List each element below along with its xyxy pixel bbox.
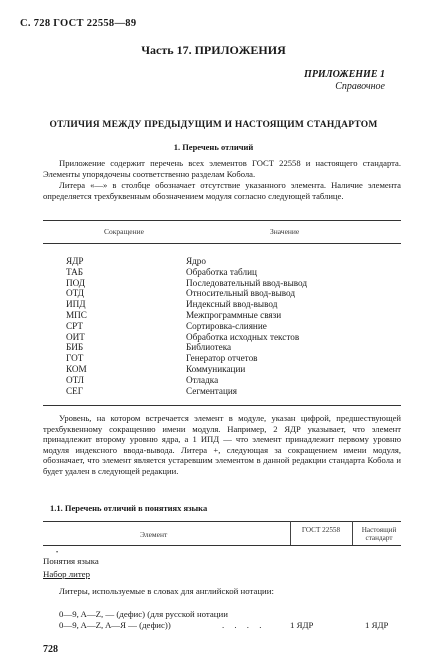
abbr-cell: ОТД [66,288,84,299]
chars-line-1: 0—9, A—Z, — (дефис) (для русской нотации [59,609,228,619]
annex-number: ПРИЛОЖЕНИЕ 1 [304,69,385,80]
part-title: Часть 17. ПРИЛОЖЕНИЯ [141,43,286,57]
annex-type: Справочное [335,81,385,92]
chars-line-2: 0—9, A—Z, A—Я — (дефис)) [59,620,171,630]
abbr-cell: СРТ [66,320,83,331]
gost-header: ГОСТ 22558 [301,526,341,534]
charset-heading: Набор литер [43,569,90,579]
meaning-cell: Генератор отчетов [186,353,258,364]
abbr-cell: КОМ [66,363,87,374]
diff-table-divider-2 [352,521,353,545]
meaning-cell: Индексный ввод-вывод [186,299,278,310]
abbr-table-top-rule [43,220,401,221]
meaning-cell: Библиотека [186,342,232,353]
abbr-cell: ИПД [66,299,86,310]
abbr-cell: ПОД [66,277,86,288]
meaning-cell: Обработка исходных текстов [186,331,300,342]
current-header: Настоящий стандарт [361,526,397,542]
meaning-cell: Последовательный ввод-вывод [186,277,308,288]
meaning-cell: Коммуникации [186,363,246,374]
intro-paragraph-1: Приложение содержит перечень всех элементов ГОСТ 22558 и настоящего стандарта. Элементы упорядочены соответственно разделам Кобола. [43,158,401,179]
annex-label [304,69,385,93]
abbr-cell: БИБ [66,342,84,353]
diff-table-header-rule [43,545,401,546]
abbr-cell: ТАБ [66,266,84,277]
abbr-cell: ЯДР [66,256,84,266]
meaning-cell: Ядро [186,256,206,266]
bullet-mark: • [56,550,59,556]
section-1-title: 1. Перечень отличий [173,142,254,152]
abbr-cell: ОИТ [66,331,85,342]
abbr-table-header-rule [43,243,401,244]
meaning-cell: Сегментация [186,385,238,396]
leader-dots: . . . . [222,620,266,630]
abbr-table-bottom-rule [43,405,401,406]
explanation-paragraph: Уровень, на котором встречается элемент в модуле, указан цифрой, предшествующей трехбуквенному сокращению имени модуля. Например, 2 ЯДР указывает, что элемент принадлежит второму уровню ядра, а 1 ИПД — что элемент принадлежит первому уровню модуля индексного ввода-вывода. Литера +, следующая за сокращением имени модуля, обозначает, что элемент является устаревшим элементом в данной редакции стандарта Кобола и будет удален в следующей редакции. [43,413,401,476]
concept-heading: Понятия языка [43,556,99,566]
abbr-cell: ОТЛ [66,374,85,385]
chars-description: Литеры, используемые в словах для английской нотации: [59,586,274,596]
diff-table-divider-1 [290,521,291,545]
intro-paragraph-2: Литера «—» в столбце обозначает отсутствие указанного элемента. Наличие элемента определяется трехбуквенным обозначением модуля согласно следующей таблице. [43,180,401,201]
page-number: 728 [43,644,58,655]
abbr-column [66,256,87,396]
meaning-cell: Сортировка-слияние [186,320,267,331]
main-title: ОТЛИЧИЯ МЕЖДУ ПРЕДЫДУЩИМ И НАСТОЯЩИМ СТАНДАРТОМ [49,120,378,130]
meaning-header: Значение [270,227,300,236]
meaning-column [186,256,307,396]
element-header: Элемент [140,530,168,539]
abbr-cell: ГОТ [66,353,84,364]
abbr-header: Сокращение [104,227,144,236]
abbr-cell: МПС [66,309,87,320]
gost-value: 1 ЯДР [290,620,314,630]
meaning-cell: Отладка [186,374,219,385]
meaning-cell: Межпрограммные связи [186,309,282,320]
current-value: 1 ЯДР [365,620,389,630]
meaning-cell: Обработка таблиц [186,266,257,277]
meaning-cell: Относительный ввод-вывод [186,288,296,299]
abbr-cell: СЕГ [66,385,84,396]
section-1-1-title: 1.1. Перечень отличий в понятиях языка [50,503,208,513]
diff-table-top-rule [43,521,401,522]
page-header: С. 728 ГОСТ 22558—89 [20,18,137,29]
